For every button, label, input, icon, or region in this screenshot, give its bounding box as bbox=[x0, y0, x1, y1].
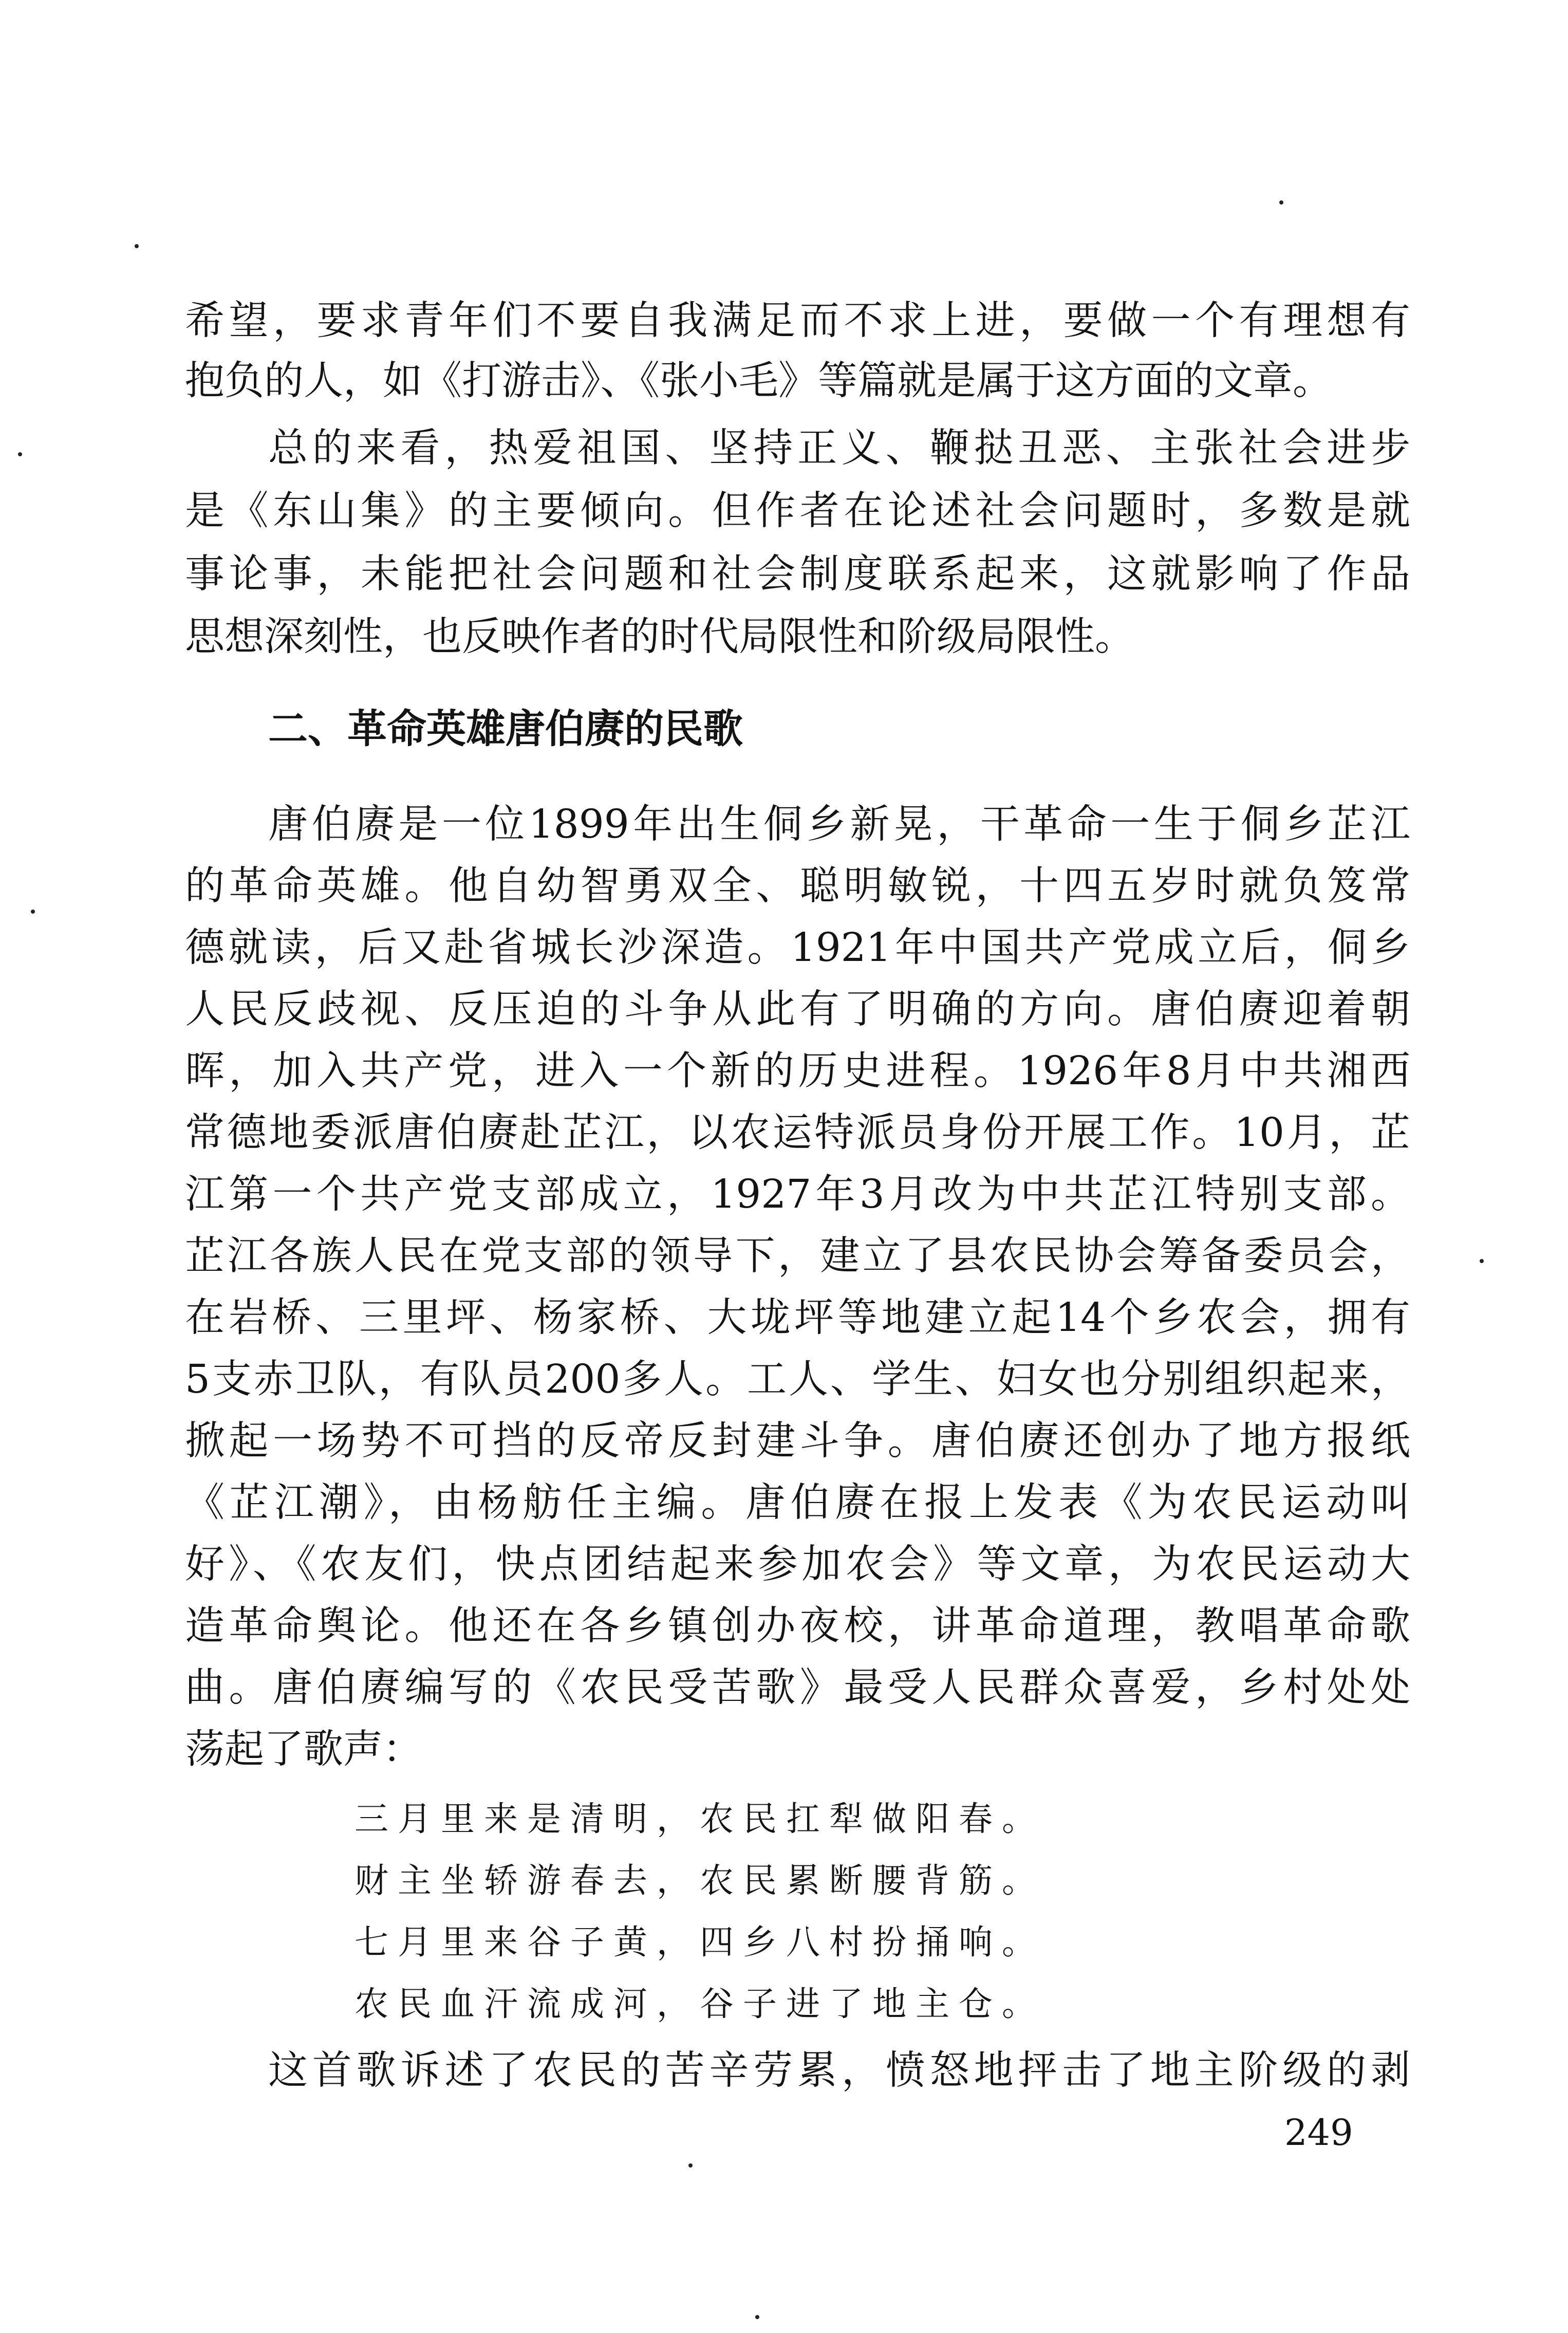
text-line: 造革命舆论。他还在各乡镇创办夜校，讲革命道理，教唱革命歌 bbox=[185, 1603, 1410, 1649]
text-line: 在岩桥、三里坪、杨家桥、大垅坪等地建立起14个乡农会，拥有 bbox=[185, 1295, 1410, 1341]
scan-speck bbox=[31, 910, 35, 914]
scan-speck bbox=[1480, 1259, 1484, 1263]
text-line: 《芷江潮》，由杨舫任主编。唐伯赓在报上发表《为农民运动叫 bbox=[185, 1480, 1410, 1526]
text-line: 总的来看，热爱祖国、坚持正义、鞭挞丑恶、主张社会进步 bbox=[268, 425, 1410, 471]
text-line: 掀起一场势不可挡的反帝反封建斗争。唐伯赓还创办了地方报纸 bbox=[185, 1418, 1410, 1464]
page-number: 249 bbox=[1284, 2112, 1353, 2154]
text-line: 事论事，未能把社会问题和社会制度联系起来，这就影响了作品 bbox=[185, 551, 1410, 597]
text-line: 人民反歧视、反压迫的斗争从此有了明确的方向。唐伯赓迎着朝 bbox=[185, 987, 1410, 1032]
text-line: 晖，加入共产党，进入一个新的历史进程。1926年8月中共湘西 bbox=[185, 1048, 1410, 1094]
text-line: 好》、《农友们，快点团结起来参加农会》等文章，为农民运动大 bbox=[185, 1542, 1410, 1587]
text-line: 芷江各族人民在党支部的领导下，建立了县农民协会筹备委员会， bbox=[185, 1233, 1410, 1279]
song-line: 财主坐轿游春去，农民累断腰背筋。 bbox=[354, 1861, 1045, 1900]
scan-speck bbox=[18, 452, 22, 456]
text-line: 荡起了歌声： bbox=[185, 1727, 422, 1772]
scan-speck bbox=[1279, 200, 1283, 205]
text-line: 5支赤卫队，有队员200多人。工人、学生、妇女也分别组织起来， bbox=[185, 1357, 1410, 1402]
text-line: 这首歌诉述了农民的苦辛劳累，愤怒地抨击了地主阶级的剥 bbox=[268, 2048, 1410, 2094]
text-line: 曲。唐伯赓编写的《农民受苦歌》最受人民群众喜爱，乡村处处 bbox=[185, 1665, 1410, 1711]
text-line: 唐伯赓是一位1899年出生侗乡新晃，干革命一生于侗乡芷江 bbox=[268, 802, 1410, 847]
text-line: 的革命英雄。他自幼智勇双全、聪明敏锐，十四五岁时就负笈常 bbox=[185, 863, 1410, 909]
text-line: 常德地委派唐伯赓赴芷江，以农运特派员身份开展工作。10月，芷 bbox=[185, 1110, 1410, 1156]
text-line: 希望，要求青年们不要自我满足而不求上进，要做一个有理想有 bbox=[185, 298, 1410, 344]
section-heading: 二、革命英雄唐伯赓的民歌 bbox=[268, 707, 743, 752]
text-line: 思想深刻性，也反映作者的时代局限性和阶级局限性。 bbox=[185, 614, 1134, 660]
song-line: 三月里来是清明，农民扛犁做阳春。 bbox=[354, 1799, 1045, 1839]
text-line: 德就读，后又赴省城长沙深造。1921年中国共产党成立后，侗乡 bbox=[185, 925, 1410, 971]
scan-speck bbox=[755, 2315, 759, 2319]
song-line: 农民血汗流成河，谷子进了地主仓。 bbox=[354, 1984, 1045, 2024]
text-line: 抱负的人，如《打游击》、《张小毛》等篇就是属于这方面的文章。 bbox=[185, 358, 1332, 404]
song-line: 七月里来谷子黄，四乡八村扮捅响。 bbox=[354, 1922, 1045, 1962]
scan-speck bbox=[688, 2163, 693, 2168]
scan-speck bbox=[135, 244, 139, 248]
text-line: 江第一个共产党支部成立，1927年3月改为中共芷江特别支部。 bbox=[185, 1172, 1410, 1217]
text-line: 是《东山集》的主要倾向。但作者在论述社会问题时，多数是就 bbox=[185, 488, 1410, 534]
